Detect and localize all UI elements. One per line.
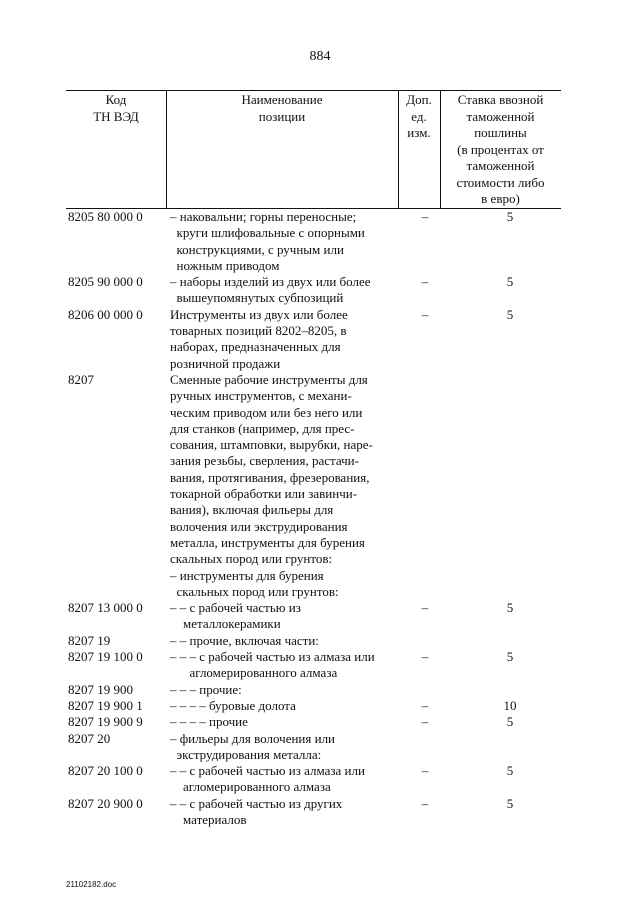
row-unit: – — [421, 274, 429, 290]
row-description-line: – – с рабочей частью из алмаза или — [170, 763, 365, 779]
row-unit: – — [421, 649, 429, 665]
row-description-line: ножным приводом — [170, 257, 280, 273]
header-name-line-2: позиции — [258, 108, 306, 124]
row-rate: 5 — [506, 714, 514, 730]
row-description — [170, 209, 398, 274]
row-code: 8207 19 — [68, 632, 111, 648]
row-description-line: – инструменты для бурения — [170, 567, 324, 583]
header-rate-line-5: таможенной — [466, 158, 535, 173]
row-code: 8206 00 000 0 — [68, 306, 143, 322]
row-description-line: металла, инструменты для бурения — [170, 534, 365, 550]
row-description-line: вания, протягивания, фрезерования, — [170, 469, 370, 485]
row-unit: – — [421, 306, 429, 322]
row-description-line: товарных позиций 8202–8205, в — [170, 323, 347, 339]
row-code: 8207 19 100 0 — [68, 649, 143, 665]
row-rate — [450, 682, 570, 698]
row-code: 8205 90 000 0 — [68, 274, 143, 290]
table-row — [0, 796, 640, 829]
row-description — [170, 763, 398, 796]
header-name-line-1: Наименование — [241, 92, 323, 107]
row-description — [170, 600, 398, 633]
row-code: 8205 80 000 0 — [68, 209, 143, 224]
row-description-line: Сменные рабочие инструменты для — [170, 371, 368, 387]
row-description-line: агломерированного алмаза — [170, 779, 331, 795]
header-code-line-2: ТН ВЭД — [93, 108, 139, 124]
row-rate: 5 — [506, 209, 514, 224]
row-code: 8207 20 — [68, 730, 111, 746]
row-rate: 5 — [506, 600, 514, 616]
table-row — [0, 682, 640, 698]
header-rate-line-7: в евро) — [481, 191, 520, 206]
table-row — [0, 307, 640, 372]
row-code: 8207 20 900 0 — [68, 795, 143, 811]
row-code: 8207 20 100 0 — [68, 763, 143, 779]
row-description-line: – – с рабочей частью из — [170, 600, 301, 616]
row-rate: 5 — [506, 306, 514, 322]
row-rate: 5 — [506, 795, 514, 811]
row-description-line: – – с рабочей частью из других — [170, 795, 343, 811]
row-description — [170, 307, 398, 372]
row-description — [170, 796, 398, 829]
row-description-line: сования, штамповки, вырубки, наре- — [170, 437, 373, 453]
row-rate — [450, 372, 570, 600]
header-rate-line-1: Ставка ввозной — [457, 92, 544, 107]
row-description-line: – – – – буровые долота — [170, 697, 296, 713]
row-description — [170, 633, 398, 649]
table-row — [0, 763, 640, 796]
row-description-line: наборах, предназначенных для — [170, 339, 341, 355]
row-description — [170, 698, 398, 714]
table-row — [0, 633, 640, 649]
table-row — [0, 600, 640, 633]
row-unit — [400, 731, 450, 764]
row-description-line: – наковальни; горны переносные; — [170, 209, 357, 224]
row-description-line: скальных пород или грунтов: — [170, 583, 339, 599]
row-rate: 5 — [506, 274, 514, 290]
row-rate: 5 — [506, 649, 514, 665]
table-row — [0, 714, 640, 730]
header-rate — [440, 92, 561, 208]
row-description-line: вания), включая фильеры для — [170, 502, 334, 518]
row-description — [170, 714, 398, 730]
row-description-line: – – – прочие: — [170, 681, 242, 697]
table-row — [0, 372, 640, 600]
row-description-line: волочения или экструдирования — [170, 518, 348, 534]
row-code: 8207 19 900 9 — [68, 714, 143, 730]
row-rate — [450, 633, 570, 649]
table-row — [0, 209, 640, 274]
header-code-line-1: Код — [105, 92, 127, 107]
row-unit — [400, 372, 450, 600]
row-description-line: круги шлифовальные с опорными — [170, 225, 365, 241]
row-description-line: токарной обработки или завинчи- — [170, 486, 358, 502]
header-rate-line-2: таможенной — [466, 108, 535, 124]
row-description-line: – – – с рабочей частью из алмаза или — [170, 649, 375, 665]
row-description-line: конструкциями, с ручным или — [170, 241, 344, 257]
table-body — [0, 209, 640, 828]
row-description — [170, 274, 398, 307]
row-description — [170, 649, 398, 682]
row-unit: – — [421, 697, 429, 713]
row-description-line: экструдирования металла: — [170, 746, 322, 762]
row-unit: – — [421, 209, 429, 224]
row-code: 8207 — [68, 371, 94, 387]
header-rate-line-6: стоимости либо — [456, 174, 545, 190]
row-unit: – — [421, 714, 429, 730]
row-description-line: зания резьбы, сверления, растачи- — [170, 453, 359, 469]
row-description-line: вышеупомянутых субпозиций — [170, 290, 344, 306]
row-description-line: – – – – прочие — [170, 714, 248, 730]
row-unit — [400, 682, 450, 698]
row-rate: 10 — [503, 697, 517, 713]
row-rate: 5 — [506, 763, 514, 779]
row-unit: – — [421, 763, 429, 779]
table-row — [0, 649, 640, 682]
header-unit-line-1: Доп. — [406, 92, 432, 107]
row-description-line: скальных пород или грунтов: — [170, 551, 333, 567]
row-description-line: розничной продажи — [170, 355, 281, 371]
footer-doc-code: 21102182.doc — [66, 880, 117, 889]
row-code: 8207 19 900 — [68, 681, 133, 697]
row-description-line: материалов — [170, 811, 247, 827]
header-code — [66, 92, 166, 125]
table-row — [0, 698, 640, 714]
row-description — [170, 731, 398, 764]
row-code: 8207 13 000 0 — [68, 600, 143, 616]
row-description — [170, 682, 398, 698]
header-unit — [398, 92, 440, 142]
row-description — [170, 372, 398, 600]
row-description-line: для станков (например, для прес- — [170, 420, 355, 436]
header-rate-line-3: пошлины — [474, 125, 527, 140]
row-description-line: агломерированного алмаза — [170, 665, 338, 681]
table-row — [0, 731, 640, 764]
row-description-line: – наборы изделий из двух или более — [170, 274, 371, 290]
header-unit-line-3: изм. — [407, 125, 431, 140]
row-unit — [400, 633, 450, 649]
row-code: 8207 19 900 1 — [68, 697, 143, 713]
row-unit: – — [421, 600, 429, 616]
row-description-line: – фильеры для волочения или — [170, 730, 336, 746]
row-description-line: ручных инструментов, с механи- — [170, 388, 352, 404]
table-header — [0, 91, 640, 209]
header-name — [166, 92, 398, 125]
row-description-line: ческим приводом или без него или — [170, 404, 363, 420]
table-row — [0, 274, 640, 307]
row-description-line: металлокерамики — [170, 616, 281, 632]
header-unit-line-2: ед. — [411, 108, 427, 124]
page-number: 884 — [309, 49, 331, 64]
row-description-line: – – прочие, включая части: — [170, 632, 319, 648]
header-rate-line-4: (в процентах от — [457, 141, 544, 157]
row-unit: – — [421, 795, 429, 811]
row-rate — [450, 731, 570, 764]
row-description-line: Инструменты из двух или более — [170, 306, 348, 322]
